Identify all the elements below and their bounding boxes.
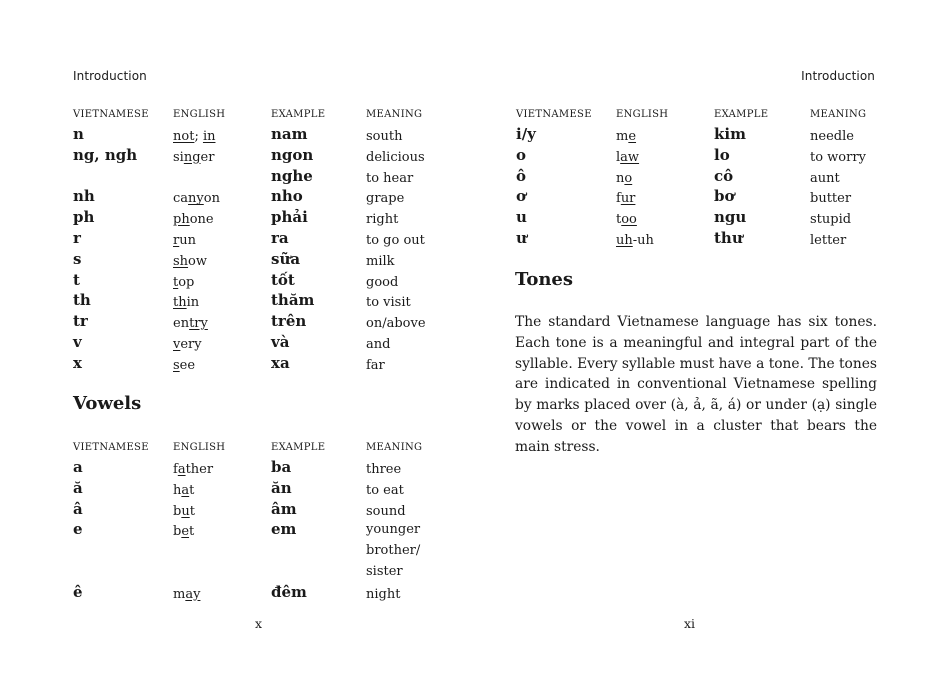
vietnamese-letter: o (516, 145, 527, 164)
vietnamese-example: thư (714, 229, 743, 247)
vietnamese-example: ăn (271, 478, 292, 497)
english-example: bet (173, 524, 195, 540)
col-meaning: MEANING (366, 109, 423, 120)
vietnamese-letter: ê (73, 582, 83, 601)
col-vietnamese: VIETNAMESE (73, 109, 149, 120)
meaning: younger brother/ sister (366, 522, 421, 579)
vietnamese-letter: â (73, 499, 83, 518)
vietnamese-letter: s (73, 249, 82, 268)
meaning: far (366, 357, 385, 373)
meaning: butter (810, 191, 852, 207)
english-example: singer (173, 149, 215, 165)
running-head-right: Introduction (801, 69, 875, 83)
english-example: father (173, 462, 214, 477)
tones-heading: Tones (515, 269, 574, 290)
vietnamese-example: bơ (714, 187, 735, 206)
meaning: sound (366, 503, 406, 519)
vietnamese-letter: t (73, 270, 80, 289)
english-example: too (616, 212, 637, 228)
meaning: delicious (366, 149, 425, 165)
meaning: aunt (810, 170, 840, 186)
meaning: on/above (366, 316, 426, 332)
english-example: see (173, 357, 196, 373)
vietnamese-example: ngon (271, 145, 314, 164)
vietnamese-example: sữa (271, 249, 301, 268)
meaning: right (366, 212, 399, 228)
vietnamese-example: thăm (271, 291, 315, 310)
col-english: ENGLISH (616, 109, 669, 120)
vietnamese-letter: u (516, 208, 527, 227)
english-example: uh-uh (616, 233, 654, 248)
vietnamese-letter: tr (73, 312, 88, 331)
col-example: EXAMPLE (714, 109, 769, 120)
english-example: fur (616, 191, 636, 207)
col-example: EXAMPLE (271, 442, 326, 453)
col-english: ENGLISH (173, 442, 226, 453)
vietnamese-example: ra (271, 229, 289, 247)
meaning: to hear (366, 170, 414, 186)
english-example: thin (173, 295, 200, 311)
english-example: top (173, 274, 195, 290)
vietnamese-example: tốt (271, 270, 295, 289)
vietnamese-example: nghe (271, 166, 313, 185)
vietnamese-example: ba (271, 458, 292, 476)
vietnamese-letter: r (73, 229, 81, 247)
meaning: night (366, 586, 401, 602)
meaning: to worry (810, 149, 866, 165)
col-vietnamese: VIETNAMESE (516, 109, 592, 120)
vietnamese-letter: ư (516, 229, 527, 247)
english-example: very (173, 337, 202, 352)
vietnamese-example: kim (714, 125, 746, 143)
meaning: south (366, 129, 403, 144)
english-example: but (173, 503, 195, 519)
vietnamese-example: xa (271, 353, 290, 372)
english-example: canyon (173, 191, 220, 207)
meaning: milk (366, 253, 395, 269)
english-example: entry (173, 316, 208, 332)
vietnamese-letter: ơ (516, 187, 527, 206)
vietnamese-letter: ô (516, 166, 527, 185)
english-example: law (616, 149, 640, 165)
col-meaning: MEANING (366, 442, 423, 453)
col-meaning: MEANING (810, 109, 867, 120)
meaning: to eat (366, 482, 404, 498)
vietnamese-letter: th (73, 291, 91, 310)
meaning: grape (366, 191, 405, 207)
english-example: run (173, 233, 196, 248)
vietnamese-letter: ă (73, 478, 83, 497)
page-number-right: xi (684, 616, 696, 631)
vietnamese-letter: a (73, 458, 83, 476)
english-example: not; in (173, 129, 216, 144)
vowels-heading: Vowels (73, 393, 142, 414)
english-example: hat (173, 482, 195, 498)
vietnamese-letter: v (73, 333, 82, 351)
vietnamese-letter: ng, ngh (73, 145, 138, 164)
vietnamese-example: ngu (714, 208, 747, 227)
vietnamese-letter: nh (73, 187, 95, 206)
english-example: phone (173, 212, 214, 228)
meaning: three (366, 462, 402, 477)
page-number-left: x (255, 616, 263, 631)
running-head-left: Introduction (73, 69, 147, 83)
vietnamese-example: lo (714, 145, 730, 164)
vietnamese-example: em (271, 520, 297, 539)
meaning: stupid (810, 212, 852, 228)
vietnamese-letter: e (73, 520, 83, 539)
meaning: to visit (366, 295, 411, 311)
vietnamese-letter: x (73, 353, 82, 372)
vietnamese-example: và (271, 333, 290, 351)
meaning: good (366, 274, 399, 290)
vietnamese-letter: ph (73, 208, 95, 227)
meaning: and (366, 337, 391, 352)
vietnamese-example: trên (271, 312, 307, 331)
vietnamese-letter: n (73, 125, 84, 143)
meaning: to go out (366, 233, 425, 248)
vietnamese-example: nho (271, 187, 303, 206)
meaning: needle (810, 129, 854, 144)
english-example: may (173, 586, 201, 602)
vietnamese-letter: i/y (516, 125, 536, 143)
col-example: EXAMPLE (271, 109, 326, 120)
vietnamese-example: phải (271, 208, 308, 227)
col-english: ENGLISH (173, 109, 226, 120)
meaning: letter (810, 233, 847, 248)
vietnamese-example: âm (271, 499, 297, 518)
english-example: no (616, 170, 633, 186)
english-example: show (173, 253, 208, 269)
vietnamese-example: nam (271, 125, 308, 143)
tones-paragraph: The standard Vietnamese language has six tones. Each tone is a meaningful and integral part of the syllable. Every syllable must have a tone. The tones are indicated in conventional Vietnamese spelling by marks placed over (à, ả, ã, á) or under (ạ) single vowels or the vowel in a cluster that bears the main stress. (515, 314, 877, 455)
english-example: me (616, 129, 637, 144)
col-vietnamese: VIETNAMESE (73, 442, 149, 453)
vietnamese-example: cô (714, 166, 734, 185)
vietnamese-example: đêm (271, 582, 307, 601)
